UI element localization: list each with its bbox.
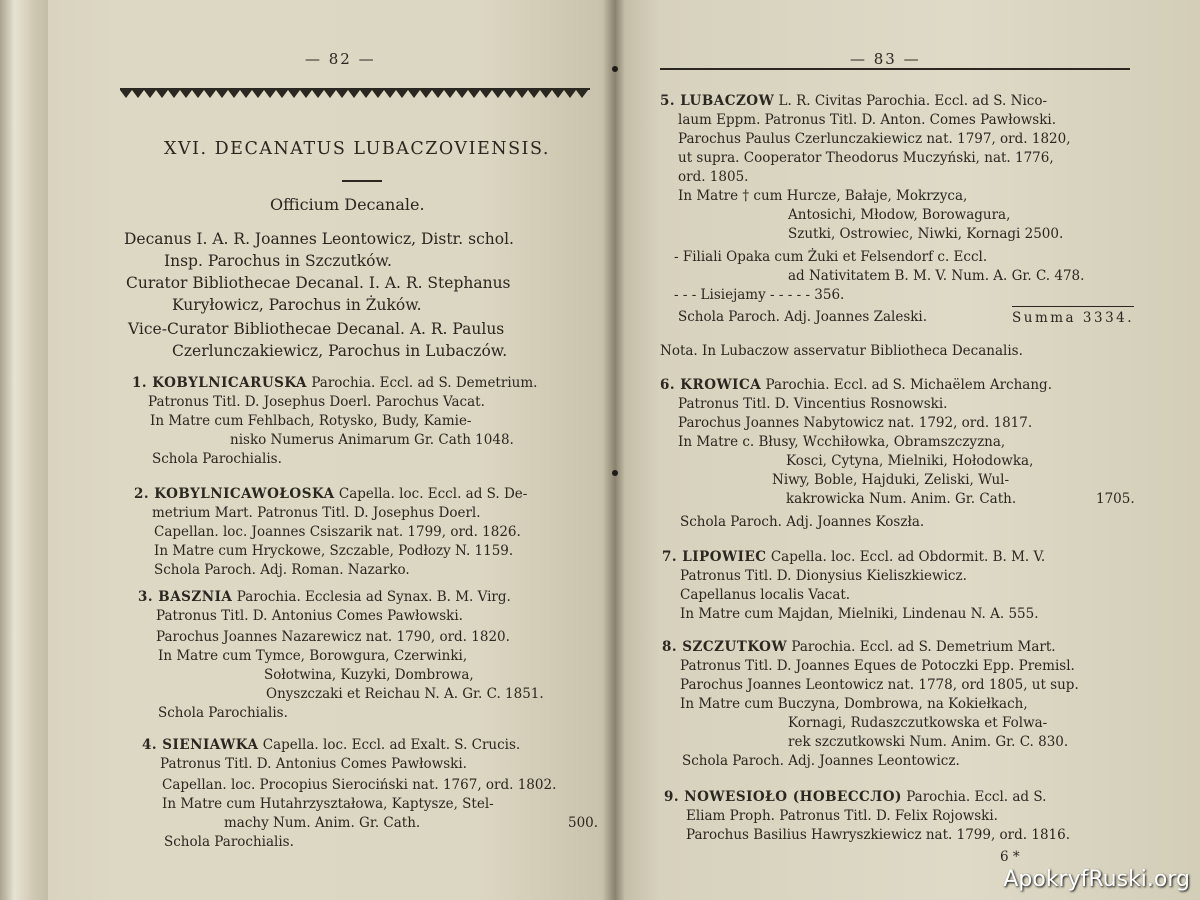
decorative-border [120, 86, 590, 100]
left-page [120, 0, 600, 900]
entry [138, 588, 511, 607]
entry-line: Sołotwina, Kuzyki, Dombrowa, [264, 667, 474, 683]
divider [342, 180, 382, 182]
entry-line: Patronus Titl. D. Joannes Eques de Potoczki Epp. Premisl. [680, 658, 1075, 674]
header-rule [660, 68, 1130, 70]
entry-line: Parochia. Eccl. ad S. Michaëlem Archang. [765, 377, 1052, 393]
entry-line: Patronus Titl. D. Antonius Comes Pawłowski. [156, 608, 463, 624]
entry-line: Schola Parochialis. [152, 451, 282, 467]
entry-line: nisko Numerus Animarum Gr. Cath 1048. [230, 432, 514, 448]
book-gutter [603, 0, 625, 900]
entry-line: kakrowicka Num. Anim. Gr. Cath. [786, 491, 1017, 507]
officium-line: Insp. Parochus in Szczutków. [164, 252, 392, 270]
entry-line: Parochus Joannes Nazarewicz nat. 1790, ord. 1820. [156, 629, 510, 645]
entry-line: 500. [568, 815, 599, 831]
entry-line: In Matre cum Hutahrzyształowa, Kaptysze, Stel- [162, 796, 494, 812]
entry-line: Kosci, Cytyna, Mielniki, Hołodowka, [786, 453, 1034, 469]
entry-line: In Matre † cum Hurcze, Bałaje, Mokrzyca, [678, 188, 968, 204]
entry-line: Schola Paroch. Adj. Joannes Leontowicz. [682, 753, 960, 769]
entry-line: L. R. Civitas Parochia. Eccl. ad S. Nico- [778, 93, 1048, 109]
entry-title: 1. KOBYLNICARUSKA [132, 375, 308, 391]
officium-line: Czerlunczakiewicz, Parochus in Lubaczów. [172, 342, 508, 360]
section-subheading: Officium Decanale. [270, 195, 425, 214]
entry-line: Patronus Titl. D. Vincentius Rosnowski. [678, 396, 948, 412]
entry-title: 5. LUBACZOW [660, 93, 775, 109]
entry-line: In Matre cum Tymce, Borowgura, Czerwinki, [158, 648, 468, 664]
entry [134, 485, 527, 504]
entry-line: Capellan. loc. Joannes Csiszarik nat. 1799, ord. 1826. [154, 524, 521, 540]
entry [664, 788, 1046, 807]
entry-line: Parochia. Ecclesia ad Synax. B. M. Virg. [236, 589, 511, 605]
entry-line: Schola Paroch. Adj. Roman. Nazarko. [154, 562, 410, 578]
officium-line: Curator Bibliothecae Decanal. I. A. R. Stephanus [126, 274, 511, 292]
officium-line: Kuryłowicz, Parochus in Żuków. [172, 296, 422, 314]
entry-line: Parochus Paulus Czerlunczakiewicz nat. 1797, ord. 1820, [678, 131, 1071, 147]
watermark: ApokryfRuski.org [1003, 867, 1190, 892]
entry-line: Patronus Titl. D. Dionysius Kieliszkiewicz. [680, 568, 967, 584]
entry-title: 9. NOWESIOŁO (НОВЕССЛО) [664, 789, 902, 805]
entry-line: Schola Paroch. Adj. Joannes Zaleski. [678, 309, 928, 325]
entry-line: Schola Paroch. Adj. Joannes Koszła. [680, 514, 925, 530]
entry-line: Parochus Joannes Leontowicz nat. 1778, ord 1805, ut sup. [680, 677, 1079, 693]
entry-line: ord. 1805. [678, 169, 749, 185]
page-number: — 83 — [850, 50, 921, 68]
entry-line: ad Nativitatem B. M. V. Num. A. Gr. C. 478. [788, 268, 1085, 284]
entry-line: Onyszczaki et Reichau N. A. Gr. C. 1851. [266, 686, 544, 702]
entry-title: 6. KROWICA [660, 377, 762, 393]
entry-line: Szutki, Ostrowiec, Niwki, Kornagi 2500. [788, 226, 1064, 242]
entry [662, 548, 1045, 567]
entry-line: Capella. loc. Eccl. ad Obdormit. B. M. V. [770, 549, 1046, 565]
entry-line: machy Num. Anim. Gr. Cath. [224, 815, 421, 831]
page-edge [0, 0, 48, 900]
entry-line: Parochus Basilius Hawryszkiewicz nat. 1799, ord. 1816. [686, 827, 1071, 843]
entry-line: metrium Mart. Patronus Titl. D. Josephus Doerl. [152, 505, 481, 521]
entry-line: - - - Lisiejamy - - - - - 356. [674, 287, 845, 303]
entry-line: In Matre cum Buczyna, Dombrowa, na Kokiełkach, [680, 696, 1028, 712]
entry-line: Kornagi, Rudaszczutkowska et Folwa- [788, 715, 1048, 731]
entry-title: 7. LIPOWIEC [662, 549, 767, 565]
entry [660, 376, 1052, 395]
entry [660, 92, 1047, 111]
entry-line: Capellan. loc. Procopius Sierociński nat. 1767, ord. 1802. [162, 777, 557, 793]
entry-line: - Filiali Opaka cum Żuki et Felsendorf c. Eccl. [674, 249, 988, 265]
entry-line: ut supra. Cooperator Theodorus Muczyński, nat. 1776, [678, 150, 1054, 166]
entry-line: Capella. loc. Eccl. ad Exalt. S. Crucis. [262, 737, 521, 753]
entry [142, 736, 520, 755]
page-number: — 82 — [305, 50, 376, 68]
entry-line: Schola Parochialis. [158, 705, 288, 721]
entry-line: Patronus Titl. D. Antonius Comes Pawłowski. [160, 756, 467, 772]
signature-mark: 6 * [1000, 849, 1020, 865]
entry-line: In Matre cum Hryckowe, Szczable, Podłozy N. 1159. [154, 543, 514, 559]
entry-line: Capellanus localis Vacat. [680, 587, 851, 603]
entry-line: Patronus Titl. D. Josephus Doerl. Parochus Vacat. [148, 394, 485, 410]
entry-line: laum Eppm. Patronus Titl. D. Anton. Comes Pawłowski. [678, 112, 1056, 128]
entry-line: Antosichi, Młodow, Borowagura, [788, 207, 1011, 223]
binding-mark [612, 470, 618, 476]
section-heading: XVI. DECANATUS LUBACZOVIENSIS. [164, 139, 550, 159]
entry-line: Parochia. Eccl. ad S. Demetrium. [311, 375, 538, 391]
entry-line: Capella. loc. Eccl. ad S. De- [338, 486, 528, 502]
entry-line: Parochus Joannes Nabytowicz nat. 1792, ord. 1817. [678, 415, 1033, 431]
entry-line: Niwy, Boble, Hajduki, Zeliski, Wul- [772, 472, 1010, 488]
entry-line: In Matre cum Fehlbach, Rotysko, Budy, Kamie- [150, 413, 472, 429]
entry-line: 1705. [1096, 491, 1135, 507]
entry-line: Parochia. Eccl. ad S. Demetrium Mart. [791, 639, 1056, 655]
entry [662, 638, 1056, 657]
binding-mark [612, 66, 618, 72]
right-page [660, 0, 1150, 900]
entry [132, 374, 537, 393]
entry-title: 4. SIENIAWKA [142, 737, 259, 753]
entry-line: In Matre cum Majdan, Mielniki, Lindenau N. A. 555. [680, 606, 1039, 622]
entry-line: In Matre c. Błusy, Wcchiłowka, Obramszczyzna, [678, 434, 1006, 450]
note: Nota. In Lubaczow asservatur Bibliotheca Decanalis. [660, 343, 1023, 359]
entry-title: 3. BASZNIA [138, 589, 233, 605]
entry-title: 2. KOBYLNICAWOŁOSKA [134, 486, 335, 502]
summa-total: Summa 3334. [1012, 306, 1134, 328]
entry-line: Parochia. Eccl. ad S. [906, 789, 1047, 805]
officium-line: Vice-Curator Bibliothecae Decanal. A. R. Paulus [128, 320, 505, 338]
entry-line: Schola Parochialis. [164, 834, 294, 850]
entry-line: rek szczutkowski Num. Anim. Gr. C. 830. [788, 734, 1069, 750]
entry-title: 8. SZCZUTKOW [662, 639, 788, 655]
entry-line: Eliam Proph. Patronus Titl. D. Felix Rojowski. [686, 808, 998, 824]
officium-line: Decanus I. A. R. Joannes Leontowicz, Distr. schol. [124, 230, 514, 248]
